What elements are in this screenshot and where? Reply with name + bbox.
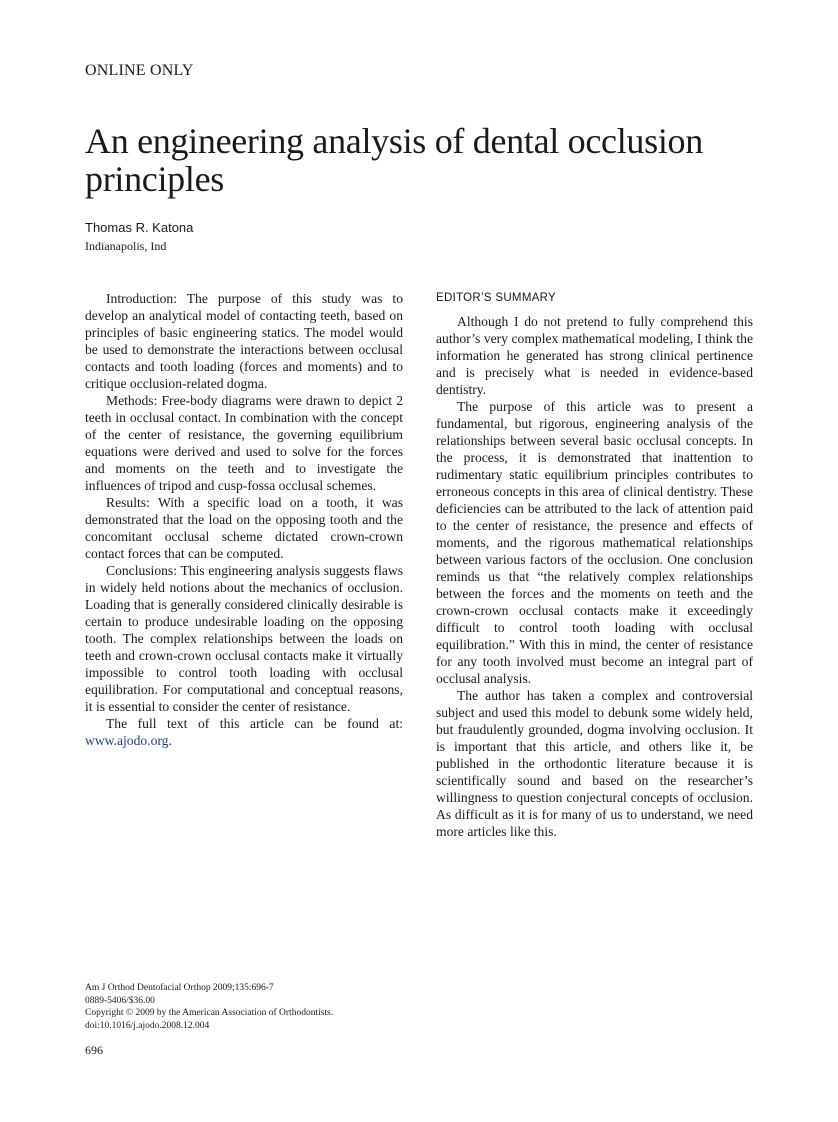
copyright-notice: Copyright © 2009 by the American Association of Orthodontists. [85,1008,334,1018]
article-title: An engineering analysis of dental occlusion principles [85,121,703,199]
author-name: Thomas R. Katona [85,220,194,235]
abstract-column [85,290,403,749]
editors-summary-column [436,313,753,840]
abstract-methods: Methods: Free-body diagrams were drawn to depict 2 teeth in occlusal contact. In combination with the concept of the center of resistance, the governing equilibrium equations were derived and used to solve for the forces and moments on the teeth and to investigate the influences of tripod and cusp-fossa occlusal schemes. [85,393,403,493]
full-text-note [85,715,403,749]
summary-paragraph: Although I do not pretend to fully comprehend this author’s very complex mathematical modeling, I think the information he generated has strong clinical pertinence and is precisely what is needed in evidence-based dentistry. [436,314,753,397]
section-label: ONLINE ONLY [85,62,194,79]
full-text-prefix: The full text of this article can be found at: [106,716,403,731]
editors-summary-label: EDITOR’S SUMMARY [436,292,557,304]
summary-paragraph: The author has taken a complex and controversial subject and used this model to debunk some widely held, but fraudulently grounded, dogma involving occlusion. It is important that this article, and others like it, be published in the orthodontic literature because it is scientifically sound and based on the researcher’s willingness to question conjectural concepts of occlusion. As difficult as it is for many of us to understand, we need more articles like this. [436,688,753,839]
abstract-results: Results: With a specific load on a tooth, it was demonstrated that the load on the opposing tooth and the concomitant occlusal scheme dictated crown-crown contact forces that can be computed. [85,495,403,561]
doi: doi:10.1016/j.ajodo.2008.12.004 [85,1020,210,1031]
full-text-link[interactable]: www.ajodo.org [85,733,169,748]
full-text-suffix: . [168,733,172,748]
page-number: 696 [85,1043,103,1057]
abstract-conclusions: Conclusions: This engineering analysis suggests flaws in widely held notions about the mechanics of occlusion. Loading that is generally considered clinically desirable is certain to produce undesirable loading on the opposing tooth. The complex relationships between the loads on teeth and crown-crown occlusal contacts make it virtually impossible to control tooth loading with occlusal equilibration. For computational and conceptual reasons, it is essential to consider the center of resistance. [85,563,403,714]
summary-paragraph: The purpose of this article was to present a fundamental, but rigorous, engineering analysis of the relationships between several basic occlusal concepts. In the process, it is demonstrated that inattention to rudimentary static equilibrium principles contributes to erroneous concepts in this area of clinical dentistry. These deficiencies can be attributed to the lack of attention paid to the center of resistance, the presence and effects of moments, and the rigorous mathematical relationships between various factors of the occlusion. One conclusion reminds us that “the relatively complex relationships between the forces and the moments on teeth and the crown-crown occlusal contacts make it exceedingly difficult to control tooth loading with occlusal equilibration.” With this in mind, the center of resistance for any tooth involved must become an integral part of occlusal analysis. [436,399,753,686]
footer-info [85,982,333,1032]
author-affiliation: Indianapolis, Ind [85,239,167,253]
journal-citation: Am J Orthod Dentofacial Orthop 2009;135:696-7 [85,983,274,993]
abstract-introduction: Introduction: The purpose of this study was to develop an analytical model of contacting teeth, based on principles of basic engineering statics. The model would be used to demonstrate the interactions between occlusal contacts and tooth loading (forces and moments) and to critique occlusion-related dogma. [85,291,403,391]
journal-price: 0889-5406/$36.00 [85,995,155,1006]
